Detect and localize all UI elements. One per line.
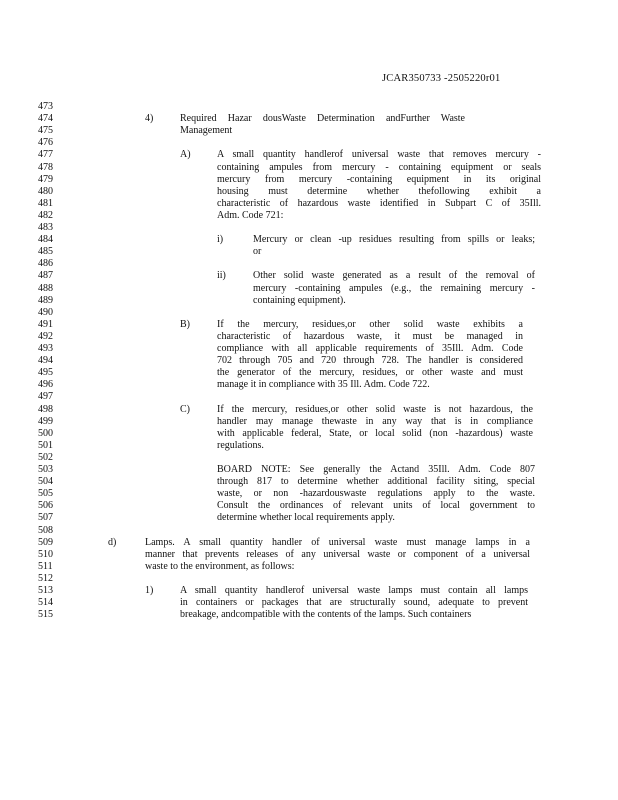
boardNote-text-line: determine whether local requirements apply.	[217, 512, 395, 524]
itemAi-label: i)	[217, 234, 224, 246]
line-number: 514	[38, 597, 53, 609]
line-number: 489	[38, 294, 53, 306]
itemB-text-line: the generator of the mercury, residues, or other waste and must	[217, 367, 523, 379]
itemD-label: d)	[108, 536, 117, 548]
boardNote-text-line: waste, or non -hazardouswaste regulations apply to the waste.	[217, 488, 535, 500]
line-number: 515	[38, 609, 53, 621]
line-number: 492	[38, 330, 53, 342]
line-number: 511	[38, 560, 53, 572]
itemD-text-line: waste to the environment, as follows:	[145, 560, 295, 572]
line-number: 513	[38, 585, 53, 596]
itemC-text-line: If the mercury, residues,or other solid waste is not hazardous, the	[217, 403, 533, 415]
line-number: 508	[38, 524, 53, 536]
itemC-text-line: handler may manage thewaste in any way that is in compliance	[217, 415, 533, 427]
line-number: 490	[38, 306, 53, 318]
line-number: 482	[38, 209, 53, 221]
itemAi-text-line: Mercury or clean -up residues resulting from spills or leaks;	[253, 234, 535, 246]
line-number: 479	[38, 173, 53, 185]
line-number: 505	[38, 488, 53, 500]
boardNote-text-line: BOARD NOTE: See generally the Actand 35Ill. Adm. Code 807	[217, 464, 535, 475]
boardNote-text-line: through 817 to determine whether additional facility siting, special	[217, 476, 535, 488]
line-number: 481	[38, 197, 53, 209]
itemD-text-line: manner that prevents releases of any universal waste or component of a universal	[145, 548, 530, 560]
itemAii-text-line: mercury -containing ampules (e.g., the remaining mercury -	[253, 282, 535, 294]
line-number: 495	[38, 367, 53, 379]
line-number: 478	[38, 161, 53, 173]
line-number: 506	[38, 500, 53, 512]
line-number: 493	[38, 343, 53, 354]
itemC-text-line: with applicable federal, State, or local solid (non -hazardous) waste	[217, 427, 533, 439]
line-number: 510	[38, 548, 53, 560]
line-number: 487	[38, 270, 53, 282]
line-number: 504	[38, 476, 53, 488]
line-number: 474	[38, 113, 53, 125]
line-number: 484	[38, 234, 53, 246]
line-number: 497	[38, 391, 53, 403]
itemA-text-line: A small quantity handlerof universal waste that removes mercury -	[217, 149, 541, 161]
line-number: 498	[38, 403, 53, 415]
line-number: 509	[38, 536, 53, 548]
line-number: 475	[38, 125, 53, 137]
itemD1-label: 1)	[145, 585, 154, 596]
line-number: 499	[38, 415, 53, 427]
itemC-label: C)	[180, 403, 190, 415]
line-number: 496	[38, 379, 53, 391]
line-number: 502	[38, 451, 53, 463]
boardNote-text-line: Consult the ordinances of relevant units of local government to	[217, 500, 535, 512]
itemA-label: A)	[180, 149, 191, 161]
line-number: 488	[38, 282, 53, 294]
line-number: 494	[38, 355, 53, 367]
itemD-text-line: Lamps. A small quantity handler of universal waste must manage lamps in a	[145, 536, 530, 548]
itemB-text-line: characteristic of hazardous waste, it must be managed in	[217, 330, 523, 342]
itemC-text-line: regulations.	[217, 439, 264, 451]
document-id-header: JCAR350733 -2505220r01	[382, 73, 501, 84]
itemA-text-line: mercury from mercury -containing equipment in its original	[217, 173, 541, 185]
line-number: 480	[38, 185, 53, 197]
itemB-text-line: 702 through 705 and 720 through 728. The handler is considered	[217, 355, 523, 367]
line-number: 476	[38, 137, 53, 149]
line-number: 486	[38, 258, 53, 270]
item4-label: 4)	[145, 113, 154, 125]
line-number: 485	[38, 246, 53, 258]
line-number: 507	[38, 512, 53, 524]
itemD1-text-line: A small quantity handlerof universal waste lamps must contain all lamps	[180, 585, 528, 596]
line-number: 501	[38, 439, 53, 451]
itemD1-text-line: breakage, andcompatible with the contents of the lamps. Such containers	[180, 609, 472, 621]
line-number: 491	[38, 318, 53, 330]
line-number: 473	[38, 101, 53, 112]
item4-text-line: Required Hazar dousWaste Determination andFurther Waste	[180, 113, 465, 125]
itemA-text-line: housing must determine whether thefollowing exhibit a	[217, 185, 541, 197]
itemB-text-line: If the mercury, residues,or other solid waste exhibits a	[217, 318, 523, 330]
line-number: 503	[38, 464, 53, 475]
itemA-text-line: Adm. Code 721:	[217, 209, 284, 221]
itemAii-text-line: Other solid waste generated as a result of the removal of	[253, 270, 535, 282]
line-number: 500	[38, 427, 53, 439]
itemAii-label: ii)	[217, 270, 226, 282]
itemA-text-line: containing ampules from mercury - containing equipment or seals	[217, 161, 541, 173]
line-number: 512	[38, 572, 53, 584]
itemAi-text-line: or	[253, 246, 262, 258]
itemD1-text-line: in containers or packages that are structurally sound, adequate to prevent	[180, 597, 528, 609]
item4-text-line: Management	[180, 125, 233, 137]
line-number: 483	[38, 222, 53, 233]
itemB-text-line: manage it in compliance with 35 Ill. Adm. Code 722.	[217, 379, 430, 391]
line-number: 477	[38, 149, 53, 161]
itemA-text-line: characteristic of hazardous waste identified in Subpart C of 35Ill.	[217, 197, 541, 209]
itemAii-text-line: containing equipment).	[253, 294, 346, 306]
itemB-label: B)	[180, 318, 190, 330]
itemB-text-line: compliance with all applicable requirements of 35Ill. Adm. Code	[217, 343, 523, 354]
